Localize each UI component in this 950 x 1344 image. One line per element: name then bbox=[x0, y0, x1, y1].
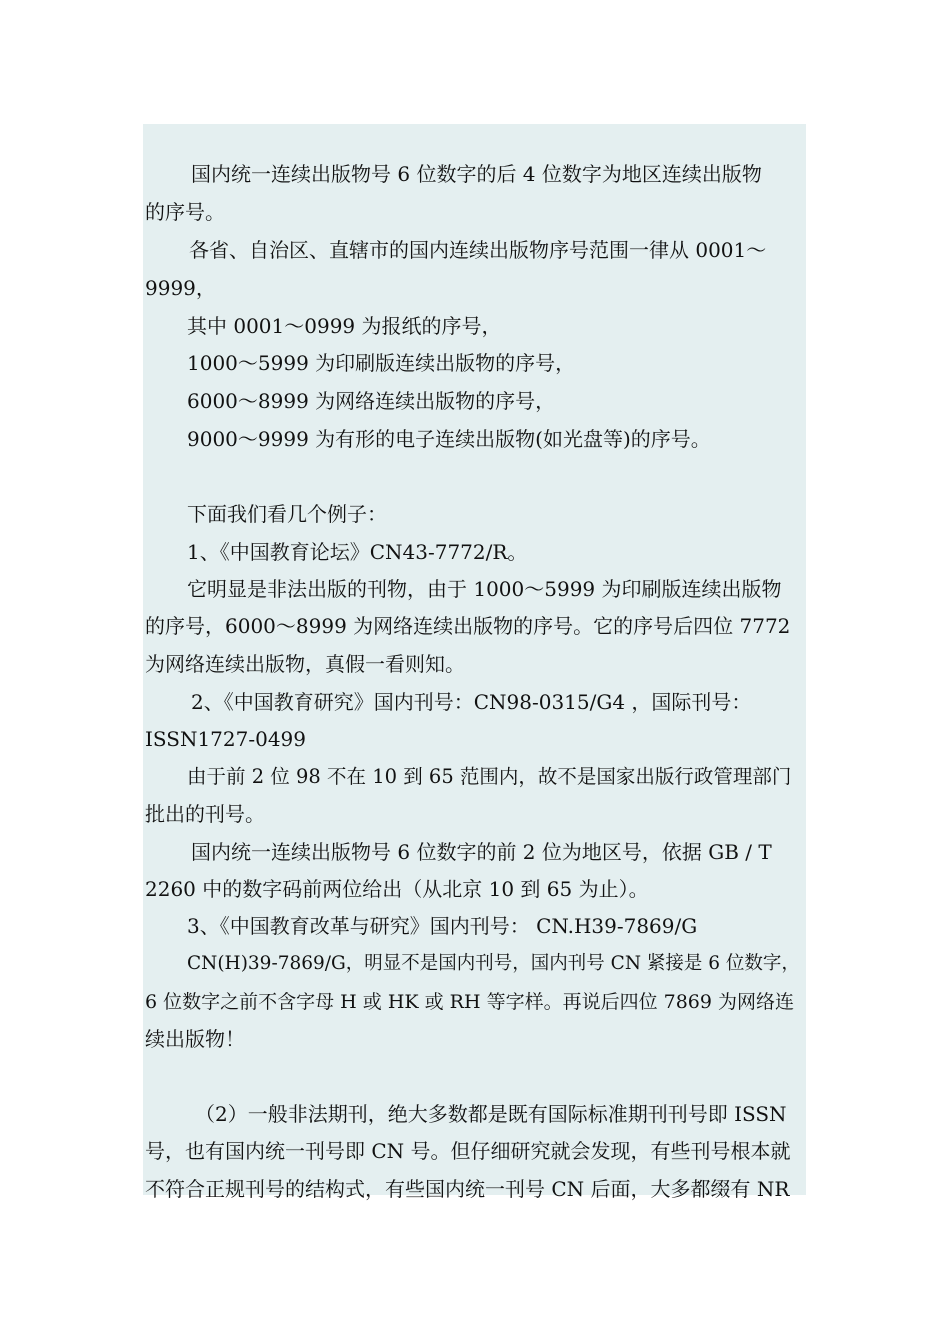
text-line: 续出版物！ bbox=[145, 1027, 245, 1051]
text-line: 1、《中国教育论坛》CN43-7772/R。 bbox=[187, 540, 528, 564]
text-line: 6000～8999 为网络连续出版物的序号， bbox=[187, 389, 556, 413]
text-line: 9000～9999 为有形的电子连续出版物(如光盘等)的序号。 bbox=[187, 427, 711, 451]
text-line: CN(H)39-7869/G，明显不是国内刊号，国内刊号 CN 紧接是 6 位数字， bbox=[187, 953, 800, 974]
text-line: 3、《中国教育改革与研究》国内刊号： CN.H39-7869/G bbox=[187, 914, 698, 938]
text-line: 1000～5999 为印刷版连续出版物的序号， bbox=[187, 351, 576, 375]
text-line: 号，也有国内统一刊号即 CN 号。但仔细研究就会发现，有些刊号根本就 bbox=[145, 1139, 791, 1163]
text-line: （2）一般非法期刊，绝大多数都是既有国际标准期刊刊号即 ISSN bbox=[195, 1102, 787, 1126]
text-line: 国内统一连续出版物号 6 位数字的后 4 位数字为地区连续出版物 bbox=[191, 162, 762, 186]
text-line: 批出的刊号。 bbox=[145, 802, 265, 826]
text-line: 由于前 2 位 98 不在 10 到 65 范围内，故不是国家出版行政管理部门 bbox=[187, 765, 792, 788]
text-line: 的序号。 bbox=[145, 200, 225, 224]
text-line: 6 位数字之前不含字母 H 或 HK 或 RH 等字样。再说后四位 7869 为网络连 bbox=[145, 991, 795, 1013]
text-line: 9999， bbox=[145, 276, 216, 300]
text-line: 其中 0001～0999 为报纸的序号， bbox=[187, 314, 502, 338]
text-line: 它明显是非法出版的刊物，由于 1000～5999 为印刷版连续出版物 bbox=[187, 577, 782, 601]
text-line: ISSN1727-0499 bbox=[145, 727, 307, 751]
text-line: 的序号，6000～8999 为网络连续出版物的序号。它的序号后四位 7772 bbox=[145, 614, 791, 638]
text-line: 各省、自治区、直辖市的国内连续出版物序号范围一律从 0001～ bbox=[189, 238, 767, 262]
text-line: 2、《中国教育研究》国内刊号：CN98-0315/G4 ，国际刊号： bbox=[191, 690, 752, 714]
text-line: 不符合正规刊号的结构式，有些国内统一刊号 CN 后面，大多都缀有 NR bbox=[145, 1177, 790, 1201]
text-line: 国内统一连续出版物号 6 位数字的前 2 位为地区号，依据 GB / T bbox=[191, 840, 772, 864]
text-line: 2260 中的数字码前两位给出（从北京 10 到 65 为止）。 bbox=[145, 877, 649, 901]
text-line: 下面我们看几个例子： bbox=[187, 502, 387, 526]
text-line: 为网络连续出版物，真假一看则知。 bbox=[145, 652, 465, 676]
